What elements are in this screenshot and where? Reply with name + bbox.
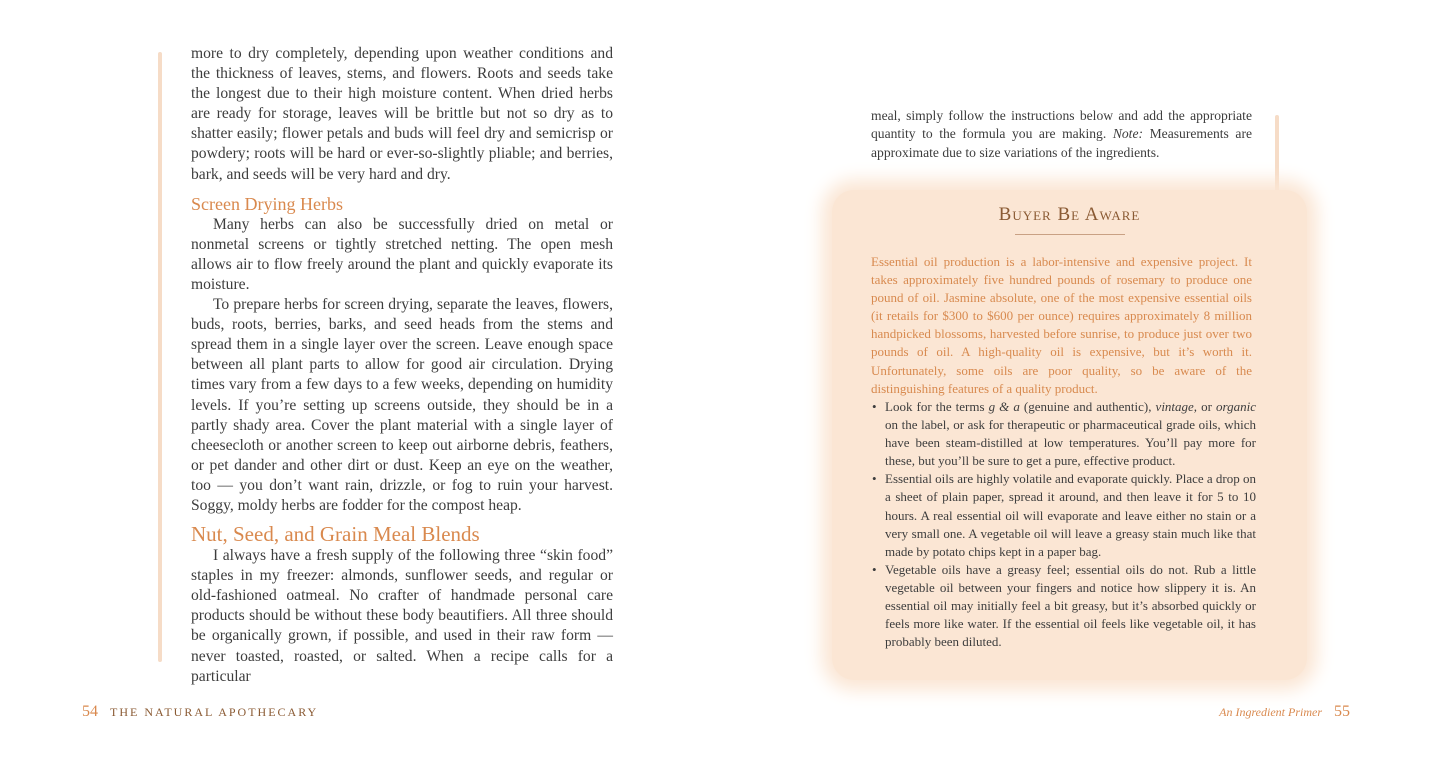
left-page [0,0,722,767]
page-footer [1219,703,1350,721]
right-page [722,0,1445,767]
body-paragraph: I always have a fresh supply of the following three “skin food” staples in my freezer: almonds, sunflower seeds, and regular or old-fashioned oatmeal. No crafter of handmade personal care products should be without these body beautifiers. All three should be organically grown, if possible, and used in their raw form — never toasted, roasted, or salted. When a recipe calls for a particular [191,547,613,685]
running-title: An Ingredient Primer [1219,705,1322,719]
list-item: • Essential oils are highly volatile and evaporate quickly. Place a drop on a sheet of plain paper, spread it around, and then leave it for 5 to 10 hours. A real essential oil will evaporate and leave either no stain or a very small one. A vegetable oil will leave a greasy stain much like that made by potato chips kept in a paper bag. [872,471,1256,559]
intro-text: meal, simply follow the instructions below and add the appropriate quantity to the formula you are making. [871,108,1252,142]
margin-rule [1275,115,1279,195]
bullet-icon: • [872,471,877,487]
list-item: • Look for the terms g & a (genuine and authentic), vintage, or organic on the label, or ask for therapeutic or pharmaceutical grade oils, which have been steam-distilled at low temperatures. You’ll pay more for these, but you’ll be sure to get a pure, effective product. [872,399,1256,469]
sidebar-lead [871,253,1252,398]
note-label: Note: [1112,126,1144,142]
sidebar-box [832,190,1307,680]
section-heading: Nut, Seed, and Grain Meal Blends [191,522,480,547]
lead-paragraph: Essential oil production is a labor-intensive and expensive project. It takes approximately five hundred pounds of rosemary to produce one pound of oil. Jasmine absolute, one of the most expensive essential oils (it retails for $300 to $600 per ounce) requires approximately 8 million handpicked blossoms, harvested before sunrise, to produce just over two pounds of oil. A high-quality oil is expensive, but it’s worth it. Unfortunately, some oils are poor quality, so be aware of the distinguishing features of a quality product. [871,254,1252,396]
left-text-column [191,44,613,687]
body-paragraph: To prepare herbs for screen drying, separate the leaves, flowers, buds, roots, berries, barks, and seed heads from the stems and spread them in a single layer over the screen. Leave enough space between all plant parts to allow for good air circulation. Drying times vary from a few days to a few weeks, depending on humidity levels. If you’re setting up screens outside, they should be in a partly shady area. Cover the plant material with a single layer of cheesecloth or another screen to keep out airborne debris, feathers, or pet dander and other dirt or dust. Keep an eye on the weather, too — you don’t want rain, drizzle, or fog to ruin your harvest. Soggy, moldy herbs are fodder for the compost heap. [191,296,613,514]
margin-rule [158,52,162,662]
page-number: 55 [1334,703,1350,720]
bullet-icon: • [872,399,877,414]
bullet-icon: • [872,561,877,577]
running-title: THE NATURAL APOTHECARY [110,705,319,719]
list-item: • Vegetable oils have a greasy feel; essential oils do not. Rub a little vegetable oil between your fingers and notice how slippery it is. An essential oil may initially feel a bit greasy, but it’s absorbed quickly or feels more like water. If the essential oil feels like vegetable oil, it has probably been diluted. [872,561,1256,650]
note-text: Measurements are approximate due to size variations of the ingredients. [871,126,1252,160]
title-underline [1015,234,1125,235]
intro-paragraph [871,107,1252,162]
section-heading: Screen Drying Herbs [191,193,343,214]
page-footer [82,703,318,721]
sidebar-list [871,398,1256,651]
page-number: 54 [82,703,98,720]
body-paragraph: more to dry completely, depending upon weather conditions and the thickness of leaves, stems, and flowers. Roots and seeds take the longest due to their high moisture content. When dried herbs are ready for storage, leaves will be brittle but not so dry as to shatter easily; flower petals and buds will feel dry and semicrisp or powdery; roots will be hard or ever-so-slightly pliable; and berries, bark, and seeds will be very hard and dry. [191,45,613,183]
sidebar-title: Buyer Be Aware [998,204,1141,225]
body-paragraph: Many herbs can also be successfully dried on metal or nonmetal screens or tightly stretched netting. The open mesh allows air to flow freely around the plant and quickly evaporate its moisture. [191,215,613,293]
